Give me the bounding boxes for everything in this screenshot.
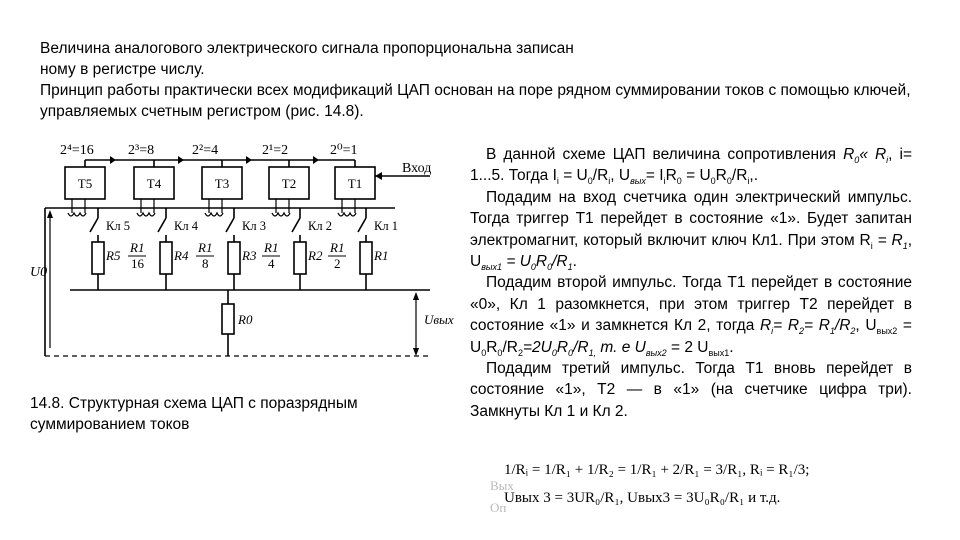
paragraph-4: Подадим третий импульс. Тогда T1 вновь перейдет в состояние «1», T2 — в «1» (на счетчике цифра три). Замкнуты Кл 1 и Кл 2. xyxy=(470,360,912,420)
formula-line-2: Uвых 3 = 3UR₀/R₁, Uвых3 = 3U₀R₀/R₁ и т.д. xyxy=(504,490,781,506)
resistor-label: R2 xyxy=(308,248,323,263)
text: R xyxy=(535,253,548,271)
switch-label: Кл 1 xyxy=(374,219,398,233)
resistor-ratio-den: 4 xyxy=(268,256,275,271)
text: . xyxy=(572,253,577,271)
trigger-label: T3 xyxy=(214,176,230,191)
text: , U xyxy=(470,231,913,271)
resistor-ratio-num: R1 xyxy=(330,240,345,255)
paragraph-1: В данной схеме ЦАП величина сопротивления $R_0«$ $R_i$, i= 1...5. Тогда $I_i = U_0/R_i$, $U_{вых}= I_iR_0 = U_0R_0/R_i$,. xyxy=(470,146,913,187)
resistor-ratio-num: R1 xyxy=(198,240,213,255)
text: , U xyxy=(610,167,631,185)
text: /R xyxy=(502,338,518,356)
text: = R xyxy=(804,317,830,335)
text: = U xyxy=(681,167,711,185)
resistor-label: R5 xyxy=(106,248,121,263)
text: /R xyxy=(552,253,568,271)
text: R xyxy=(665,167,677,185)
text: R xyxy=(486,338,498,356)
text: Подадим второй импульс. Тогда T1 перейдет в состояние «0», Кл 1 разомкнется, при этом триггер T2 перейдет в состояние «1» и замкнется Кл 2, тогда xyxy=(470,274,912,335)
text: , U xyxy=(855,317,877,335)
text: = 2 U xyxy=(666,338,709,356)
dac-circuit-diagram xyxy=(10,138,470,388)
text: = R xyxy=(773,317,800,335)
switch-label: Кл 4 xyxy=(174,219,198,233)
resistor-r4 xyxy=(160,242,172,274)
intro-line-2: ному в регистре числу. xyxy=(40,61,205,78)
explanation-text xyxy=(470,144,912,422)
trigger-label: T2 xyxy=(281,176,297,191)
weight-label: 2⁰=1 xyxy=(330,143,358,158)
input-label: Вход xyxy=(402,161,432,176)
resistor-ratio-den: 16 xyxy=(131,256,144,271)
weight-label: 2³=8 xyxy=(128,143,155,158)
resistor-r1 xyxy=(360,242,372,274)
text: R xyxy=(715,167,727,185)
intro-line-3: Принцип работы практически всех модификаций ЦАП основан на поре рядном суммировании токов с помощью ключей, управляемых счетным регистром (рис. 14.8). xyxy=(40,82,911,120)
text: = U xyxy=(470,317,912,356)
uout-label: Uвых xyxy=(424,312,454,327)
weight-label: 2⁴=16 xyxy=(60,143,94,158)
text: т. е xyxy=(596,338,631,356)
resistor-r2 xyxy=(294,242,306,274)
paragraph-2: Подадим на вход счетчика один электрический импульс. Тогда триггер T1 перейдет в состояние «1». Будет запитан электромагнит, который включит ключ Кл1. При этом $R_i = R_1$, $U_{вых1} = U_0R_0/R_1$. xyxy=(470,188,913,273)
trigger-label: T5 xyxy=(77,176,93,191)
resistor-r3 xyxy=(228,242,240,274)
trigger-label: T4 xyxy=(146,176,162,191)
resistor-label: R3 xyxy=(242,248,257,263)
text: = U xyxy=(502,253,531,271)
ghost-text: Вых xyxy=(490,478,514,493)
resistor-ratio-den: 8 xyxy=(202,256,209,271)
weight-label: 2¹=2 xyxy=(262,143,289,158)
resistor-ratio-den: 2 xyxy=(334,256,341,271)
text: R xyxy=(556,338,569,356)
u0-label: U0 xyxy=(30,265,48,280)
text: /R xyxy=(834,317,851,335)
text: В данной схеме ЦАП величина сопротивления xyxy=(486,146,844,163)
figure-caption: 14.8. Структурная схема ЦАП с поразрядным суммированием токов xyxy=(30,395,358,433)
text: = U xyxy=(558,167,588,185)
text: = R xyxy=(872,231,903,249)
resistor-label: R4 xyxy=(174,248,189,263)
text: , i= 1...5. Тогда I xyxy=(470,146,913,185)
weight-label: 2²=4 xyxy=(192,143,219,158)
text: Подадим на вход счетчика один электрический импульс. Тогда триггер T1 перейдет в состояние «1». Будет запитан электромагнит, который включит ключ Кл1. При этом R xyxy=(470,188,912,249)
formula-block xyxy=(490,458,890,524)
intro-line-1: Величина аналогового электрического сигнала пропорциональна записан xyxy=(40,40,574,57)
formula-line-1: 1/Rᵢ = 1/R₁ + 1/R₂ = 1/R₁ + 2/R₁ = 3/R₁, Rᵢ = R₁/3; xyxy=(504,462,810,478)
resistor-ratio-num: R1 xyxy=(264,240,279,255)
text: . xyxy=(729,338,734,356)
text: ,. xyxy=(749,167,759,185)
switch-label: Кл 5 xyxy=(106,219,130,233)
text: =2U xyxy=(522,338,552,356)
r0-label: R0 xyxy=(238,312,253,327)
switch-label: Кл 2 xyxy=(308,219,332,233)
resistor-r5 xyxy=(92,242,104,274)
paragraph-3: Подадим второй импульс. Тогда T1 перейдет в состояние «0», Кл 1 разомкнется, при этом триггер T2 перейдет в состояние «1» и замкнется Кл 2, тогда $R_i= R_2= R_1/R_2$, $U_{вых2} = U_0R_0/R_2=2U_0R_0/R_{1,}$ т. е $U_{вых2} = 2$ $U_{вых1}$. xyxy=(470,274,912,358)
intro-text xyxy=(40,38,920,122)
resistor-r0 xyxy=(222,304,234,334)
text: = I xyxy=(645,167,664,185)
text: /R xyxy=(731,167,748,185)
trigger-label: T1 xyxy=(347,176,363,191)
resistor-label: R1 xyxy=(374,248,389,263)
ghost-text: Оп xyxy=(490,500,507,515)
resistor-ratio-num: R1 xyxy=(130,240,145,255)
text: /R xyxy=(573,338,589,356)
text: /R xyxy=(592,167,609,185)
switch-label: Кл 3 xyxy=(242,219,266,233)
